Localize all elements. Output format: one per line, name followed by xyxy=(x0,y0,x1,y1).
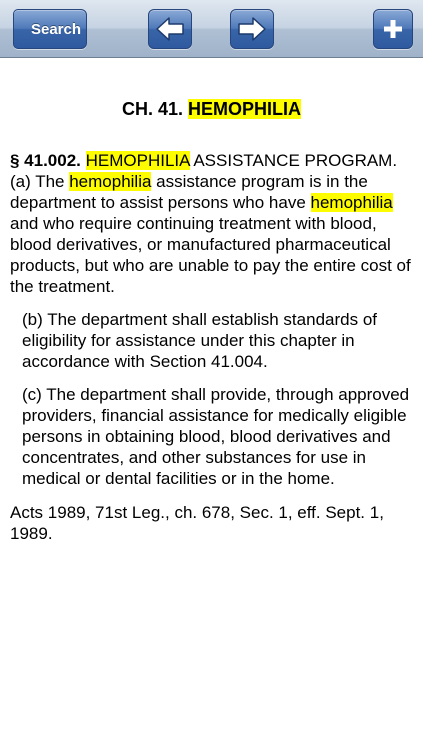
section-number: § 41.002. xyxy=(10,151,81,170)
section-heading-term-highlight: HEMOPHILIA xyxy=(85,151,190,170)
section-paragraph-c: (c) The department shall provide, through approved providers, financial assistance for medically eligible persons in obtaining blood, blood derivatives and concentrates, and other substances for use in medical or dental facilities or in the home. xyxy=(22,385,410,488)
paragraph-a-term2-highlight: hemophilia xyxy=(310,193,393,212)
source-citation: Acts 1989, 71st Leg., ch. 678, Sec. 1, eff. Sept. 1, 1989. xyxy=(10,503,384,543)
search-back-button[interactable] xyxy=(13,9,87,49)
previous-section-button[interactable] xyxy=(148,9,192,49)
paragraph-a-part3: and who require continuing treatment with blood, blood derivatives, or manufactured pharmaceutical products, but who are unable to pay the entire cost of the treatment. xyxy=(10,214,411,296)
chapter-prefix: CH. 41. xyxy=(121,99,188,119)
chapter-title xyxy=(10,98,413,120)
section-paragraph-a xyxy=(10,150,413,297)
paragraph-a-term1-highlight: hemophilia xyxy=(69,172,152,191)
statute-content xyxy=(0,98,423,544)
search-back-label: Search xyxy=(30,20,82,38)
next-section-button[interactable] xyxy=(230,9,274,49)
back-button-container xyxy=(0,0,100,58)
section-paragraph-b: (b) The department shall establish standards of eligibility for assistance under this chapter in accordance with Section 41.004. xyxy=(22,310,377,371)
chapter-term-highlight: HEMOPHILIA xyxy=(188,99,302,119)
arrow-left-icon xyxy=(155,16,185,42)
section-heading-rest: ASSISTANCE PROGRAM. xyxy=(189,151,398,170)
plus-icon xyxy=(383,19,403,39)
add-bookmark-button[interactable] xyxy=(373,9,413,49)
arrow-right-icon xyxy=(237,16,267,42)
paragraph-a-part1: (a) The xyxy=(10,172,70,191)
navigation-toolbar xyxy=(0,0,423,58)
paragraph-a-part2: assistance program is in the department to assist persons who have xyxy=(10,172,368,212)
